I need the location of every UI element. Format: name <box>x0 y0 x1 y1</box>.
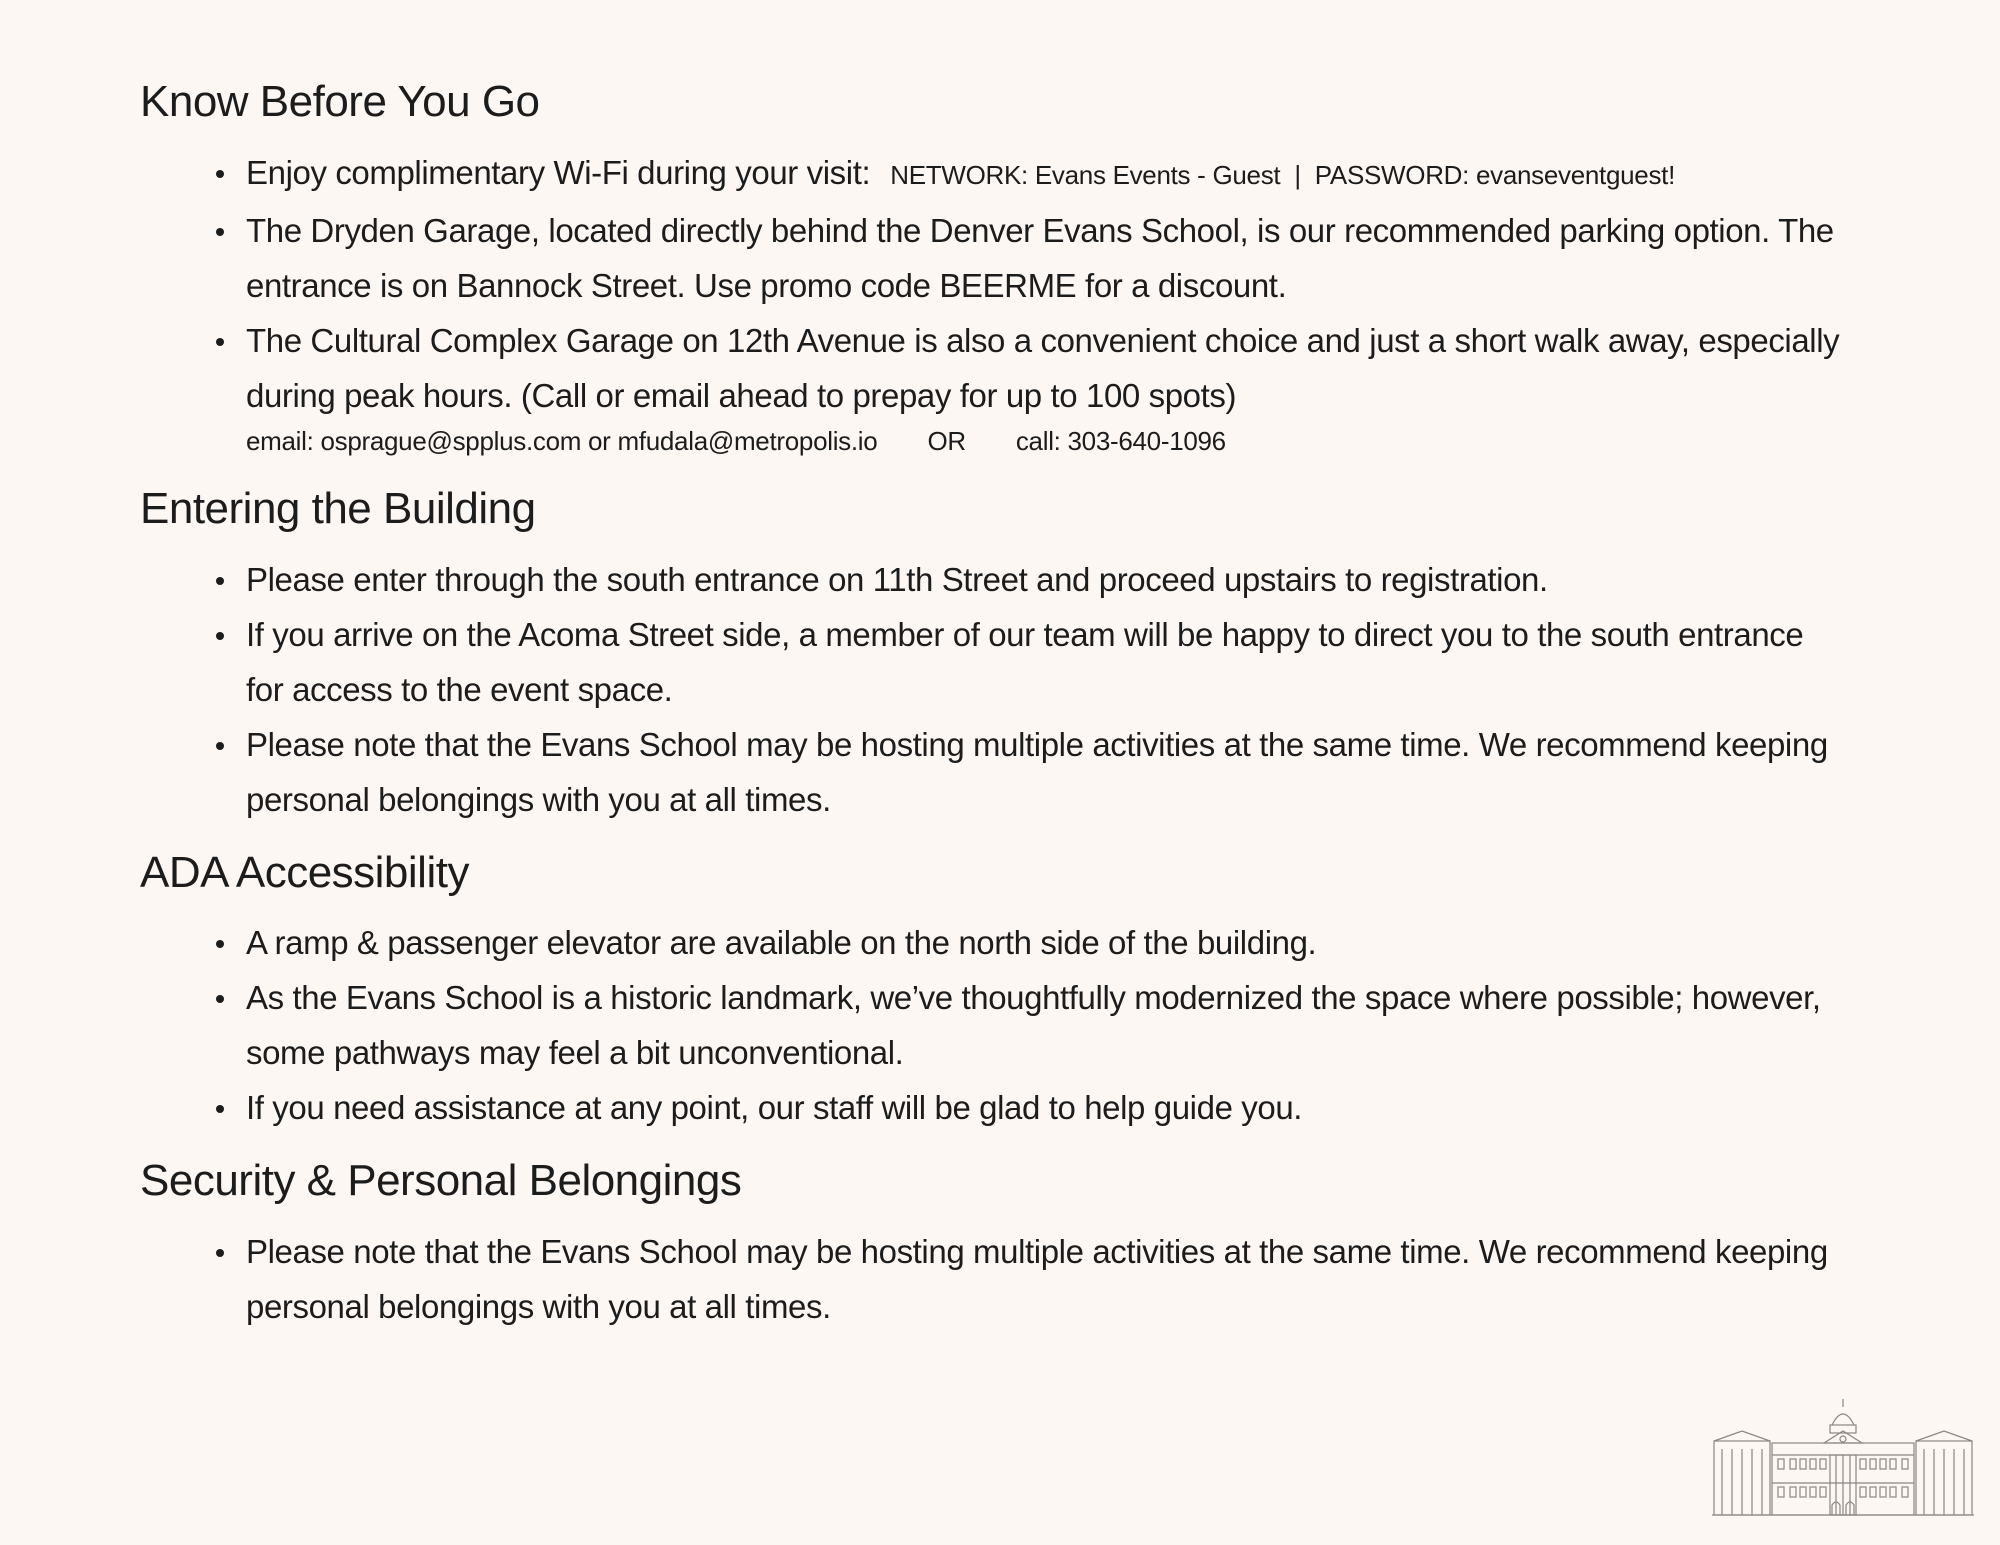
document-page <box>140 76 1860 1354</box>
section-heading: Security & Personal Belongings <box>140 1156 742 1206</box>
list-item: Please note that the Evans School may be hosting multiple activities at the same time. We recommend keeping personal belongings with you at all times. <box>246 1224 1846 1334</box>
wifi-details <box>890 160 1675 190</box>
section-security <box>140 1155 1860 1334</box>
wifi-password: PASSWORD: evanseventguest! <box>1314 159 1676 190</box>
wifi-network: NETWORK: Evans Events - Guest <box>890 159 1281 190</box>
contact-line <box>246 421 1860 461</box>
bullet-list <box>140 1224 1860 1334</box>
list-item: The Cultural Complex Garage on 12th Avenue is also a convenient choice and just a short walk away, especially during peak hours. (Call or email ahead to prepay for up to 100 spots) <box>246 313 1846 423</box>
list-item: If you arrive on the Acoma Street side, a member of our team will be happy to direct you to the south entrance for access to the event space. <box>246 607 1846 717</box>
contact-call: call: 303-640-1096 <box>1015 425 1226 456</box>
list-item: Please note that the Evans School may be hosting multiple activities at the same time. We recommend keeping personal belongings with you at all times. <box>246 717 1846 827</box>
section-heading: Know Before You Go <box>140 77 540 126</box>
bullet-list <box>140 145 1860 423</box>
list-item-text: Enjoy complimentary Wi-Fi during your visit: <box>246 153 871 191</box>
wifi-separator: | <box>1294 159 1301 190</box>
section-know-before-you-go <box>140 76 1860 461</box>
section-heading: ADA Accessibility <box>140 847 469 897</box>
list-item: A ramp & passenger elevator are available on the north side of the building. <box>246 915 1846 970</box>
list-item: If you need assistance at any point, our staff will be glad to help guide you. <box>246 1080 1846 1135</box>
list-item-wifi <box>246 145 1846 203</box>
list-item: As the Evans School is a historic landmark, we’ve thoughtfully modernized the space where possible; however, some pathways may feel a bit unconventional. <box>246 970 1846 1080</box>
contact-or: OR <box>927 425 966 456</box>
section-entering-building <box>140 483 1860 827</box>
bullet-list <box>140 915 1860 1135</box>
building-icon <box>1712 1395 1974 1519</box>
contact-email: email: osprague@spplus.com or mfudala@metropolis.io <box>246 425 878 456</box>
list-item: Please enter through the south entrance on 11th Street and proceed upstairs to registration. <box>246 552 1846 607</box>
section-heading: Entering the Building <box>140 483 536 533</box>
section-ada-accessibility <box>140 847 1860 1136</box>
list-item: The Dryden Garage, located directly behind the Denver Evans School, is our recommended parking option. The entrance is on Bannock Street. Use promo code BEERME for a discount. <box>246 203 1846 313</box>
bullet-list <box>140 552 1860 827</box>
